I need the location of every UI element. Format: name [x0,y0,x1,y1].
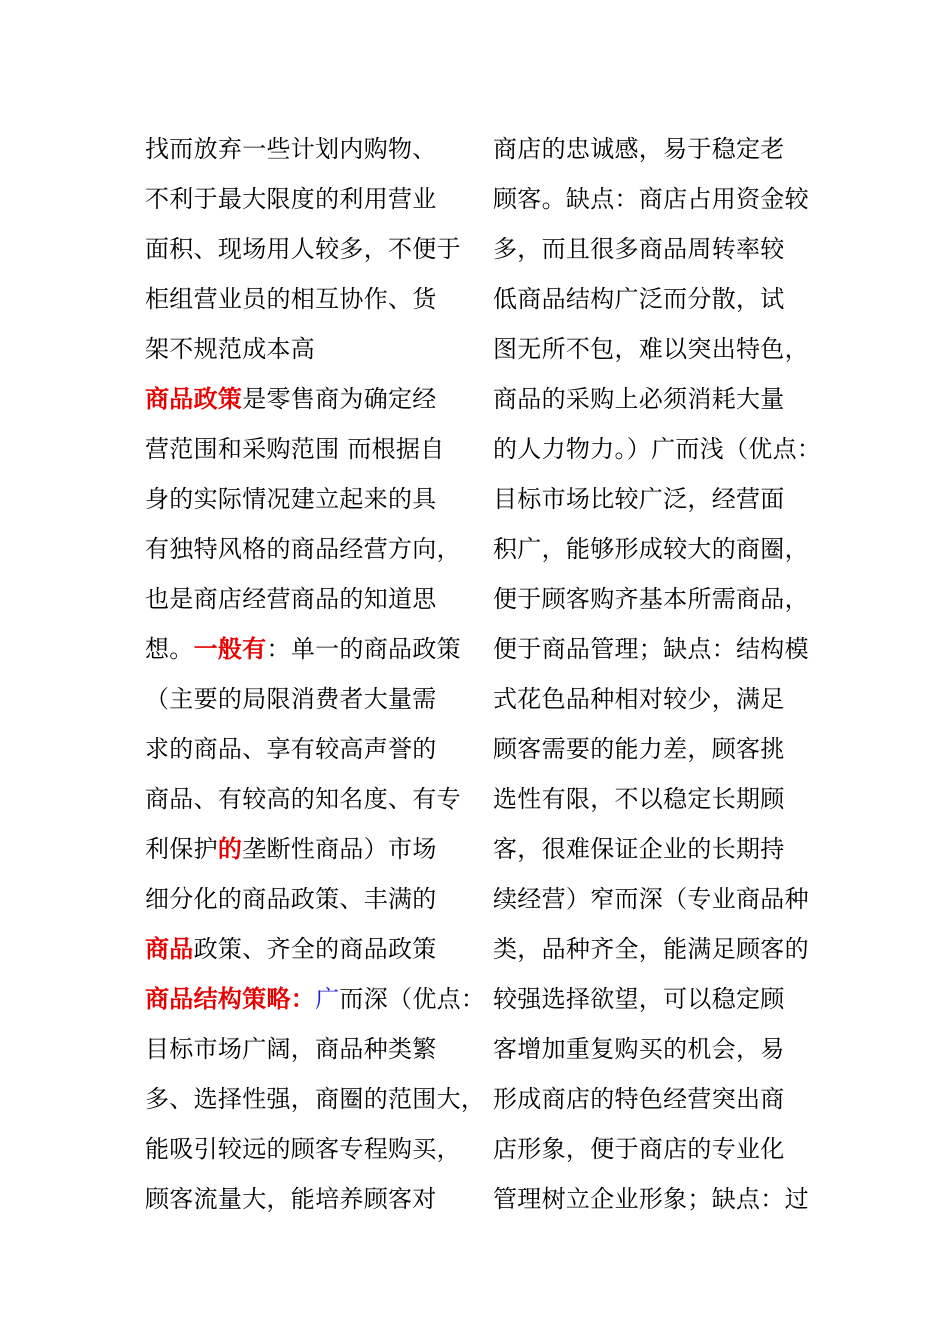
text-run: 而深（优点： [339,985,486,1013]
text-line: 式花色品种相对较少，满足 [493,685,785,713]
text-line: 多，而且很多商品周转率较 [493,235,785,263]
text-line: 找而放弃一些计划内购物、 [145,135,437,163]
text-line: 便于商品管理；缺点：结构模 [493,635,809,663]
text-line: 有独特风格的商品经营方向， [145,535,461,563]
text-line [145,974,486,1024]
text-line: 商店的忠诚感，易于稳定老 [493,135,785,163]
text-line: 目标市场比较广泛，经营面 [493,485,785,513]
term-product-policy: 商品政策 [145,384,243,413]
highlight-guang: 广 [315,985,340,1013]
text-line: 目标市场广阔，商品种类繁 [145,1035,437,1063]
text-line: 顾客需要的能力差，顾客挑 [493,735,785,763]
text-run: 想。 [145,635,194,663]
text-run: 垄断性商品）市场 [242,835,437,863]
text-line: 积广，能够形成较大的商圈， [493,535,809,563]
text-run: 政策、齐全的商品政策 [193,935,437,963]
text-run: 利保护 [145,835,218,863]
text-line: 续经营）窄而深（专业商品种 [493,885,809,913]
text-line: 营范围和采购范围 而根据自 [145,435,445,463]
text-line: 顾客流量大，能培养顾客对 [145,1185,437,1213]
text-line: 顾客。缺点：商店占用资金较 [493,185,809,213]
text-line: 的人力物力。）广而浅（优点： [493,435,822,463]
text-run: 是零售商为确定经 [242,385,437,413]
text-line: 选性有限，不以稳定长期顾 [493,785,785,813]
text-line: 低商品结构广泛而分散，试 [493,285,785,313]
text-line: 商品的采购上必须消耗大量 [493,385,785,413]
text-line: 柜组营业员的相互协作、货 [145,285,437,313]
text-line: 管理树立企业形象；缺点：过 [493,1185,809,1213]
text-line: 不利于最大限度的利用营业 [145,185,437,213]
left-column [145,124,486,1224]
text-line [145,624,475,674]
text-line [145,374,475,424]
term-product: 商品 [145,934,194,963]
term-product-structure-strategy: 商品结构策略： [145,984,316,1013]
text-line: 也是商店经营商品的知道思 [145,585,437,613]
highlight-de: 的 [217,834,243,863]
text-line: 类，品种齐全，能满足顾客的 [493,935,809,963]
right-column [493,124,823,1224]
text-line: 便于顾客购齐基本所需商品， [493,585,809,613]
text-line: 求的商品、享有较高声誉的 [145,735,437,763]
text-line: 商品、有较高的知名度、有专 [145,785,461,813]
text-line: 店形象，便于商店的专业化 [493,1135,785,1163]
text-line: （主要的局限消费者大量需 [145,685,437,713]
text-line: 架不规范成本高 [145,335,316,363]
text-line: 客增加重复购买的机会，易 [493,1035,785,1063]
text-line: 身的实际情况建立起来的具 [145,485,437,513]
text-line: 客，很难保证企业的长期持 [493,835,785,863]
text-line: 较强选择欲望，可以稳定顾 [493,985,785,1013]
text-line: 图无所不包，难以突出特色， [493,335,809,363]
text-line: 多、选择性强，商圈的范围大， [145,1085,486,1113]
term-generally: 一般有 [193,634,267,663]
text-line: 细分化的商品政策、丰满的 [145,885,437,913]
text-line [145,824,475,874]
text-line [145,924,475,974]
text-run: ：单一的商品政策 [266,635,461,663]
text-line: 面积、现场用人较多，不便于 [145,235,461,263]
text-line: 能吸引较远的顾客专程购买， [145,1135,461,1163]
text-line: 形成商店的特色经营突出商 [493,1085,785,1113]
